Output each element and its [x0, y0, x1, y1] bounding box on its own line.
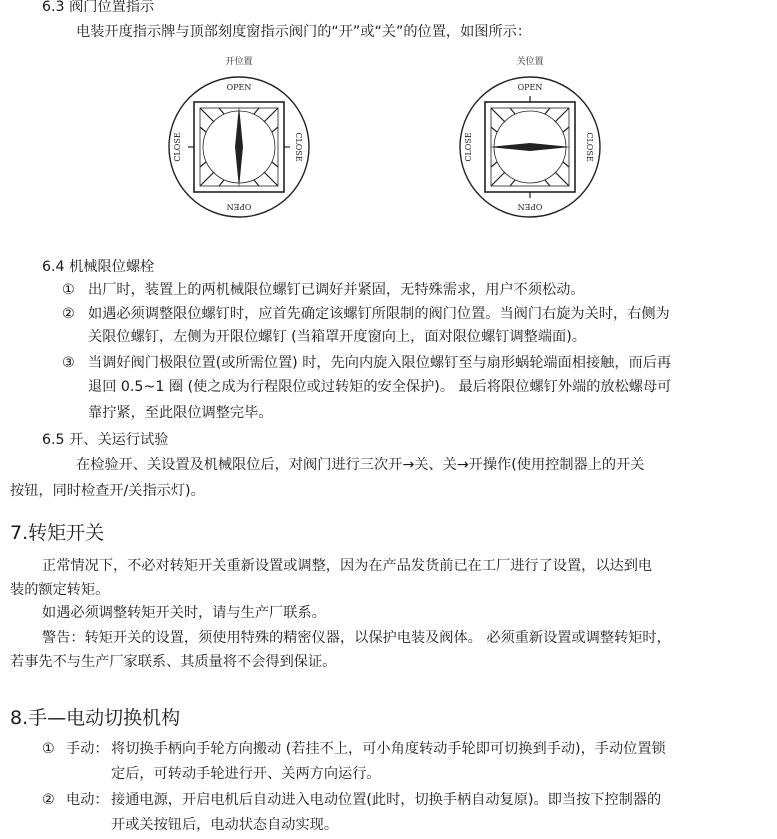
dial-open-figure — [164, 56, 324, 222]
dial-open-label-top: OPEN — [226, 83, 252, 92]
section-7-para-2-line-1: 如遇必须调整转矩开关时，请与生产厂联系。 — [42, 605, 326, 621]
section-7-para-1-line-2: 装的额定转矩。 — [10, 582, 110, 598]
section-6-5-heading: 6.5 开、关运行试验 — [42, 432, 169, 448]
section-6-3-heading: 6.3 阀门位置指示 — [42, 0, 155, 15]
dial-closed-caption: 关位置 — [516, 57, 544, 67]
item-6-4-2-line-2: 关限位螺钉，左侧为开限位螺钉 (当箱罩开度窗向上，面对限位螺钉调整端面)。 — [88, 329, 586, 345]
item-8-2-mark: ② — [42, 792, 55, 808]
item-6-4-2-line-1: 如遇必须调整限位螺钉时，应首先确定该螺钉所限制的阀门位置。当阀门右旋为关时，右侧为 — [88, 306, 670, 322]
dial-closed-label-top: OPEN — [517, 83, 543, 92]
item-8-1-mark: ① — [42, 741, 55, 757]
section-8-heading: 8.手—电动切换机构 — [10, 707, 181, 729]
item-6-4-1-mark: ① — [62, 282, 75, 298]
section-7-para-3-line-2: 若事先不与生产厂家联系、其质量将不会得到保证。 — [10, 654, 337, 670]
section-6-5-line-1: 在检验开、关设置及机械限位后，对阀门进行三次开→关、关→开操作(使用控制器上的开关 — [76, 457, 645, 473]
item-6-4-3-line-2: 退回 0.5~1 圈 (使之成为行程限位或过转矩的安全保护)。 最后将限位螺钉外端的放松螺母可 — [88, 379, 672, 395]
section-6-5-line-2: 按钮，同时检查开/关指示灯)。 — [10, 483, 205, 499]
dial-open-label-right: CLOSE — [294, 132, 303, 162]
item-6-4-1-line-1: 出厂时，装置上的两机械限位螺钉已调好并紧固，无特殊需求，用户不须松动。 — [88, 282, 585, 298]
item-8-2-label: 电动： — [66, 792, 109, 808]
item-8-2-line-1: 接通电源，开启电机后自动进入电动位置(此时，切换手柄自动复原)。即当按下控制器的 — [111, 792, 662, 808]
dial-closed-label-right: CLOSE — [585, 132, 594, 162]
dial-open-label-bottom: OPEN — [226, 202, 252, 211]
item-8-1-label: 手动： — [66, 741, 109, 757]
dial-open-label-left: CLOSE — [173, 132, 182, 162]
section-6-4-heading: 6.4 机械限位螺栓 — [42, 259, 155, 275]
item-6-4-2-mark: ② — [62, 306, 75, 322]
dial-closed-label-left: CLOSE — [464, 132, 473, 162]
section-6-3-body: 电装开度指示牌与顶部刻度窗指示阀门的“开”或“关”的位置，如图所示： — [76, 24, 532, 40]
dial-closed-label-bottom: OPEN — [517, 202, 543, 211]
item-8-1-line-2: 定后，可转动手轮进行开、关两方向运行。 — [111, 766, 381, 782]
item-8-2-line-2: 开或关按钮后，电动状态自动实现。 — [111, 817, 339, 833]
section-7-heading: 7.转矩开关 — [10, 522, 105, 544]
dial-open-drawing — [164, 72, 314, 222]
item-8-1-line-1: 将切换手柄向手轮方向搬动 (若挂不上，可小角度转动手轮即可切换到手动)，手动位置锁 — [111, 741, 666, 757]
dial-closed-drawing — [455, 72, 605, 222]
item-6-4-3-line-1: 当调好阀门极限位置(或所需位置) 时，先向内旋入限位螺钉至与扇形蜗轮端面相接触，而后再 — [88, 355, 672, 371]
dial-open-caption: 开位置 — [225, 57, 253, 67]
item-6-4-3-line-3: 靠拧紧，至此限位调整完毕。 — [88, 405, 273, 421]
section-7-para-3-line-1: 警告：转矩开关的设置，须使用特殊的精密仪器，以保护电装及阀体。 必须重新设置或调整转矩时， — [42, 630, 671, 646]
section-7-para-1-line-1: 正常情况下，不必对转矩开关重新设置或调整，因为在产品发货前已在工厂进行了设置，以达到电 — [42, 558, 653, 574]
item-6-4-3-mark: ③ — [62, 355, 75, 371]
dial-closed-figure — [455, 56, 615, 222]
